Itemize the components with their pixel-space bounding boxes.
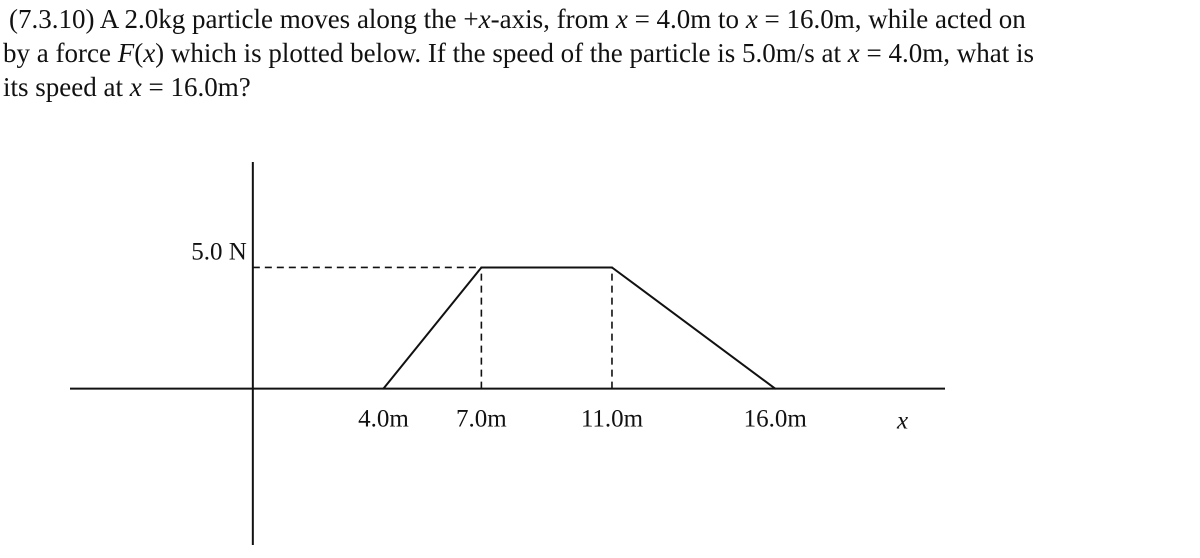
force-curve	[382, 266, 776, 389]
math-variable: x	[847, 38, 860, 68]
force-curve-vertex	[611, 266, 613, 268]
force-curve-vertex	[382, 388, 384, 390]
problem-text-run: = 4.0m to	[627, 4, 746, 34]
force-curve-line	[383, 267, 775, 388]
x-tick-label: 4.0m	[358, 405, 409, 433]
y-tick-label: 5.0 N	[191, 238, 247, 266]
axes	[70, 162, 945, 545]
problem-text-run: (	[134, 38, 144, 68]
problem-text-run: by a force	[3, 38, 118, 68]
problem-text-run: = 4.0m, what is	[859, 38, 1034, 68]
math-variable: x	[143, 38, 156, 68]
math-variable: x	[615, 4, 628, 34]
problem-text-run: ) which is plotted below. If the speed of the particle is 5.0m/s at	[155, 38, 848, 68]
x-tick-label: 7.0m	[456, 405, 507, 433]
math-variable: x	[745, 4, 758, 34]
problem-text-run: (7.3.10) A 2.0kg particle moves along the +	[9, 4, 479, 34]
math-variable: x	[129, 72, 142, 102]
math-variable: x	[478, 4, 491, 34]
math-variable: F	[117, 38, 135, 68]
x-tick-label: 11.0m	[580, 405, 644, 433]
x-tick-label: 16.0m	[743, 405, 807, 433]
force-curve-vertex	[774, 388, 776, 390]
x-axis-label: x	[897, 407, 909, 435]
problem-text-run: its speed at	[3, 72, 130, 102]
problem-text-run: = 16.0m?	[141, 72, 251, 102]
problem-text-run: = 16.0m, while acted on	[757, 4, 1026, 34]
force-curve-vertex	[480, 266, 482, 268]
problem-text-run: -axis, from	[490, 4, 616, 34]
